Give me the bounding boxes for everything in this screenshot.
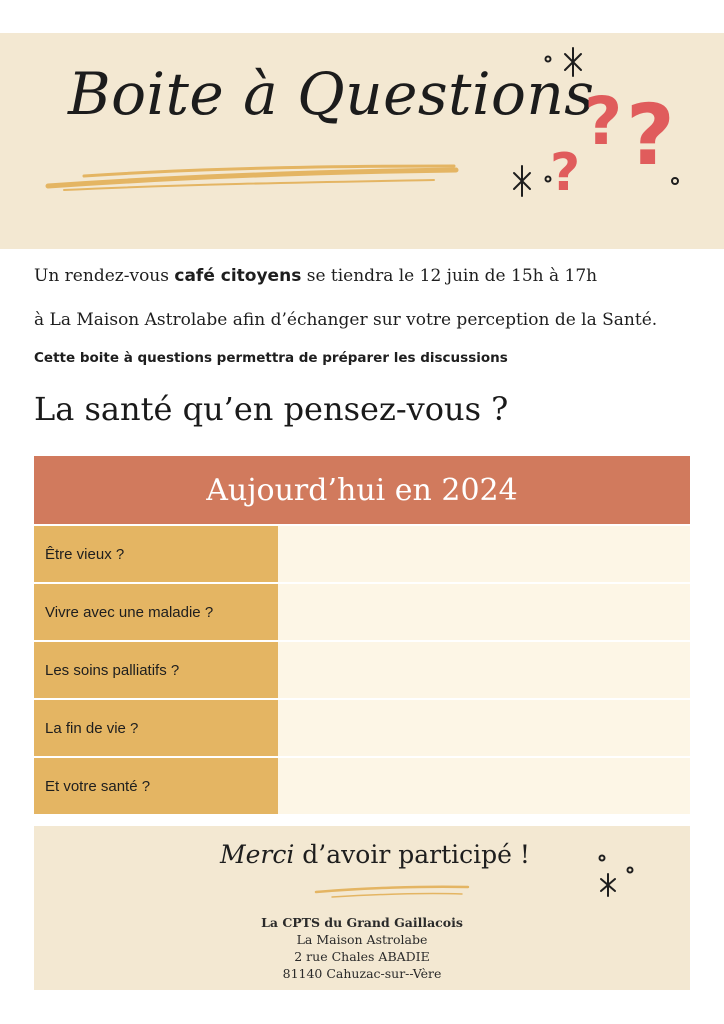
intro-note: Cette boite à questions permettra de préparer les discussions xyxy=(34,350,508,366)
intro-line-1: Un rendez-vous café citoyens se tiendra le 12 juin de 15h à 17h xyxy=(34,266,598,286)
question-marks-icon xyxy=(510,38,710,208)
organization-name: La CPTS du Grand Gaillacois xyxy=(261,915,463,930)
table-header: Aujourd’hui en 2024 xyxy=(34,456,690,524)
sparkle-icon xyxy=(594,852,644,902)
svg-text:?: ? xyxy=(550,143,581,203)
row-label: La fin de vie ? xyxy=(34,700,278,756)
svg-text:?: ? xyxy=(584,83,623,160)
table-row xyxy=(34,582,690,640)
address-line: 81140 Cahuzac-sur--Vère xyxy=(282,966,442,981)
address-line: La Maison Astrolabe xyxy=(296,932,428,947)
row-label: Être vieux ? xyxy=(34,526,278,582)
row-label: Les soins palliatifs ? xyxy=(34,642,278,698)
thanks-message: Merci d’avoir participé ! xyxy=(220,840,530,869)
table-row xyxy=(34,524,690,582)
questions-table xyxy=(34,456,690,814)
svg-text:?: ? xyxy=(626,86,675,184)
intro-line-2: à La Maison Astrolabe afin d’échanger sur votre perception de la Santé. xyxy=(34,310,658,330)
main-question: La santé qu’en pensez-vous ? xyxy=(34,390,509,428)
answer-field[interactable] xyxy=(278,642,690,698)
contact-block xyxy=(34,914,690,982)
row-label: Et votre santé ? xyxy=(34,758,278,814)
table-row xyxy=(34,756,690,814)
event-name: café citoyens xyxy=(174,266,302,286)
answer-field[interactable] xyxy=(278,700,690,756)
answer-field[interactable] xyxy=(278,758,690,814)
brush-underline xyxy=(44,160,464,196)
table-row xyxy=(34,640,690,698)
footer-panel xyxy=(34,826,690,990)
brush-underline-small xyxy=(312,882,472,902)
page-title: Boite à Questions xyxy=(68,60,595,128)
row-label: Vivre avec une maladie ? xyxy=(34,584,278,640)
address-line: 2 rue Chales ABADIE xyxy=(294,949,430,964)
table-row xyxy=(34,698,690,756)
answer-field[interactable] xyxy=(278,526,690,582)
answer-field[interactable] xyxy=(278,584,690,640)
